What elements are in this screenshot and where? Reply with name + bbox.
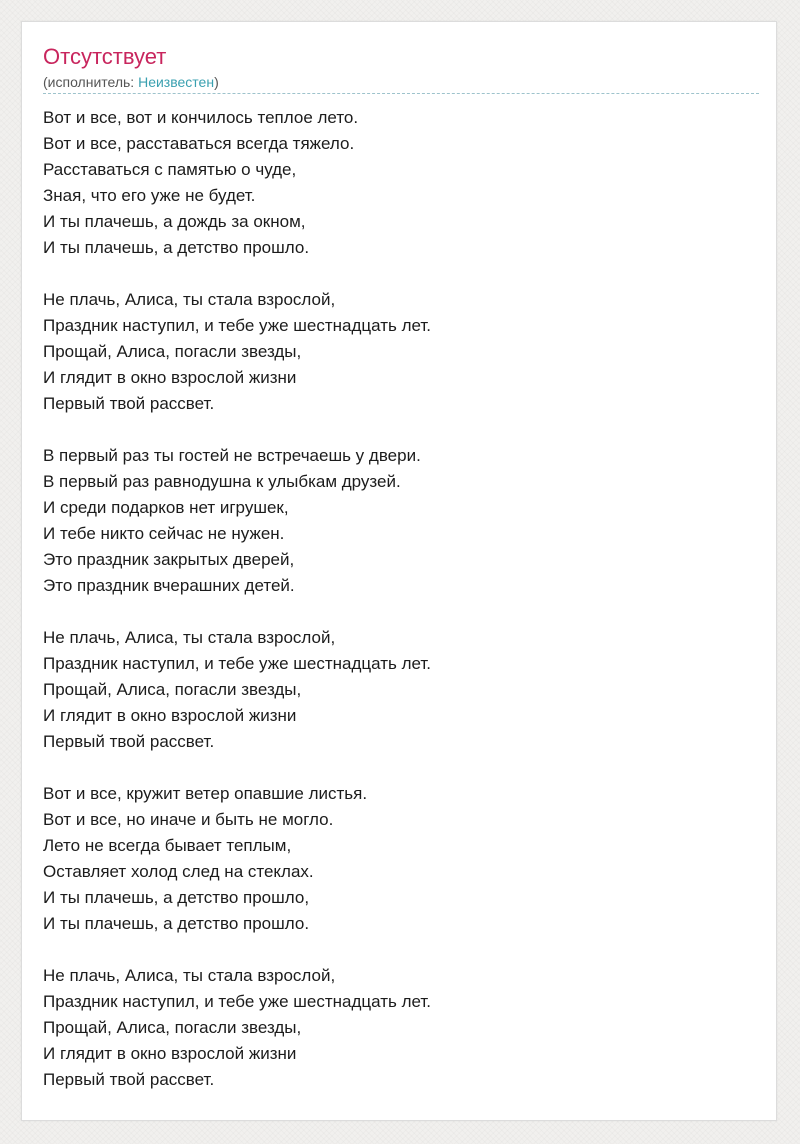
- lyric-line: Первый твой рассвет.: [43, 1070, 215, 1089]
- lyric-line: Оставляет холод след на стеклах.: [43, 862, 314, 881]
- lyric-line: В первый раз равнодушна к улыбкам друзей.: [43, 472, 401, 491]
- lyric-line: И среди подарков нет игрушек,: [43, 498, 289, 517]
- stanza-gap: [43, 937, 763, 963]
- lyrics-body: [43, 105, 763, 1093]
- lyric-line: И глядит в окно взрослой жизни: [43, 368, 297, 387]
- lyric-line: Это праздник вчерашних детей.: [43, 576, 295, 595]
- lyric-line: Первый твой рассвет.: [43, 394, 215, 413]
- lyric-line: Праздник наступил, и тебе уже шестнадцать лет.: [43, 992, 432, 1011]
- lyric-line: Не плачь, Алиса, ты стала взрослой,: [43, 628, 336, 647]
- lyric-line: И ты плачешь, а детство прошло.: [43, 238, 310, 257]
- lyric-line: Зная, что его уже не будет.: [43, 186, 256, 205]
- lyrics-card: [21, 21, 777, 1121]
- song-title: Отсутствует: [43, 44, 167, 69]
- lyric-line: Прощай, Алиса, погасли звезды,: [43, 1018, 302, 1037]
- stanza-gap: [43, 417, 763, 443]
- title-divider: [43, 93, 759, 94]
- lyric-line: И ты плачешь, а дождь за окном,: [43, 212, 306, 231]
- lyric-line: И глядит в окно взрослой жизни: [43, 706, 297, 725]
- lyric-line: В первый раз ты гостей не встречаешь у двери.: [43, 446, 421, 465]
- lyric-line: Лето не всегда бывает теплым,: [43, 836, 292, 855]
- lyric-line: И ты плачешь, а детство прошло.: [43, 914, 310, 933]
- stanza-gap: [43, 755, 763, 781]
- lyric-line: Первый твой рассвет.: [43, 732, 215, 751]
- artist-prefix: (исполнитель:: [43, 74, 139, 90]
- lyric-line: Вот и все, вот и кончилось теплое лето.: [43, 108, 359, 127]
- lyric-line: Не плачь, Алиса, ты стала взрослой,: [43, 966, 336, 985]
- stanza-gap: [43, 261, 763, 287]
- lyric-line: Расставаться с памятью о чуде,: [43, 160, 297, 179]
- lyric-line: Праздник наступил, и тебе уже шестнадцать лет.: [43, 654, 432, 673]
- lyric-line: И глядит в окно взрослой жизни: [43, 1044, 297, 1063]
- lyric-line: Вот и все, расставаться всегда тяжело.: [43, 134, 355, 153]
- lyric-line: Это праздник закрытых дверей,: [43, 550, 295, 569]
- lyric-line: Праздник наступил, и тебе уже шестнадцать лет.: [43, 316, 432, 335]
- lyric-line: Прощай, Алиса, погасли звезды,: [43, 680, 302, 699]
- lyric-line: Вот и все, но иначе и быть не могло.: [43, 810, 334, 829]
- artist-suffix: ): [214, 74, 219, 90]
- lyric-line: Не плачь, Алиса, ты стала взрослой,: [43, 290, 336, 309]
- artist-link[interactable]: Неизвестен: [138, 74, 215, 90]
- artist-line: [43, 73, 219, 91]
- stanza-gap: [43, 599, 763, 625]
- lyric-line: Вот и все, кружит ветер опавшие листья.: [43, 784, 368, 803]
- lyric-line: И тебе никто сейчас не нужен.: [43, 524, 285, 543]
- lyric-line: Прощай, Алиса, погасли звезды,: [43, 342, 302, 361]
- lyric-line: И ты плачешь, а детство прошло,: [43, 888, 310, 907]
